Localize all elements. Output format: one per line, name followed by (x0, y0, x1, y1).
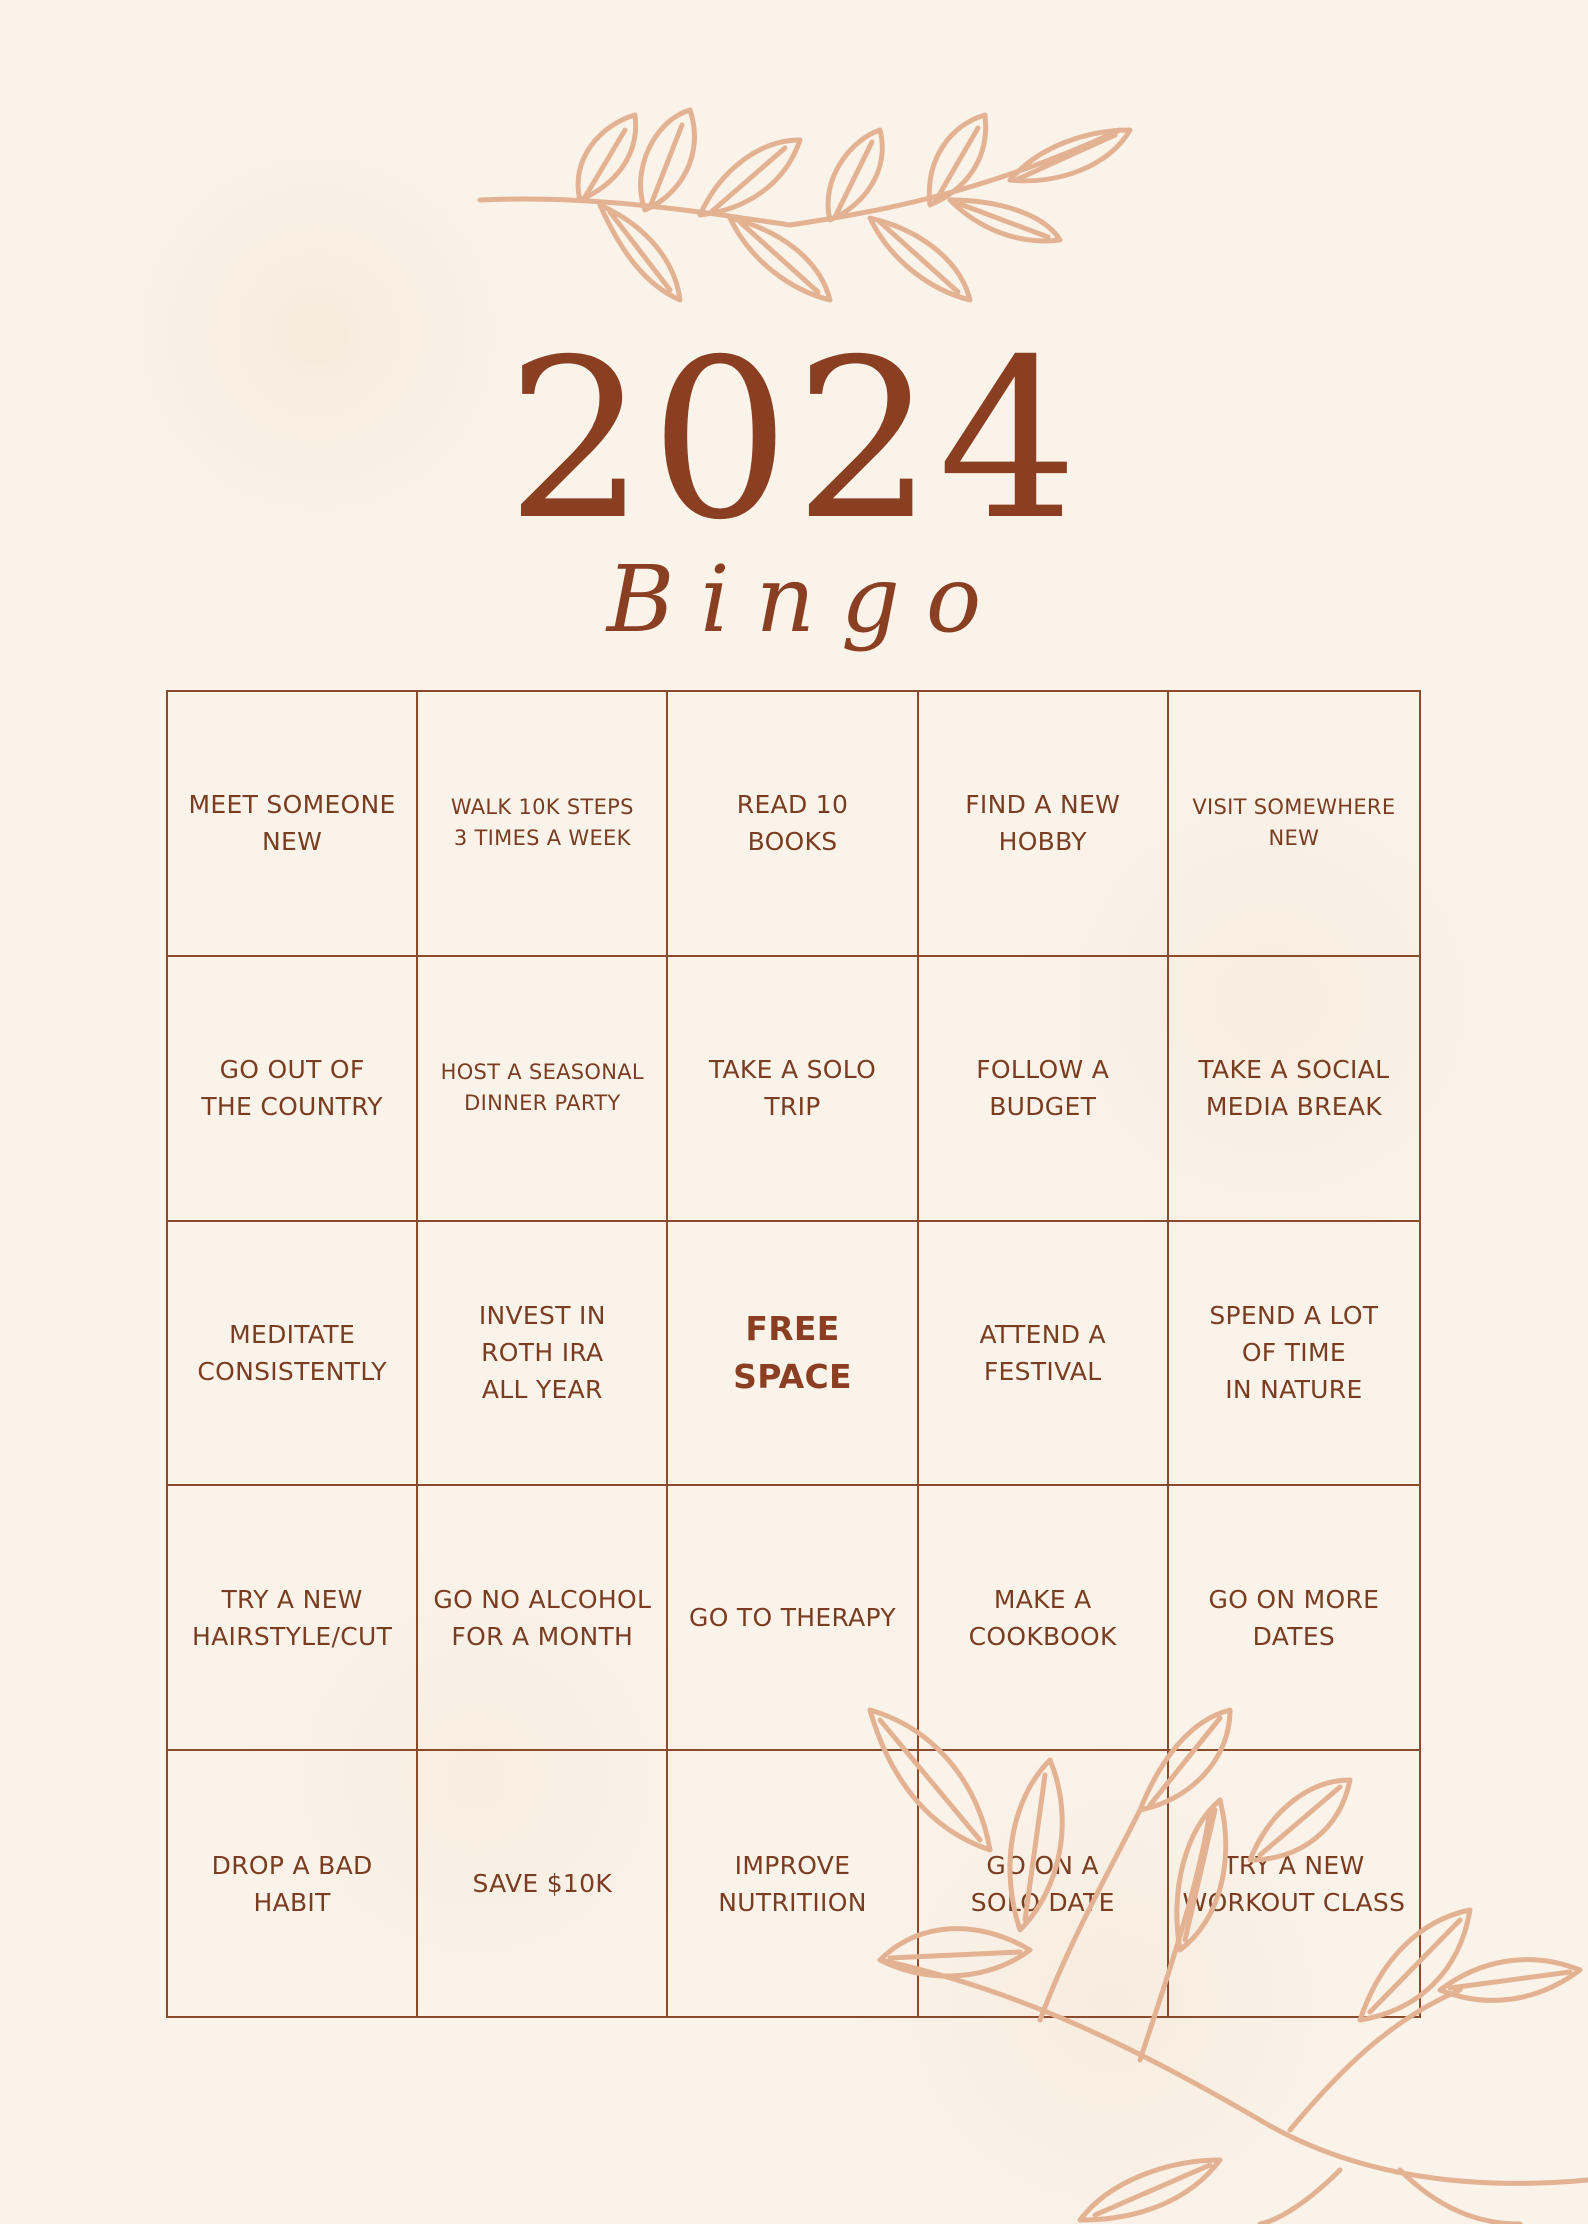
bingo-cell-text: GO ON A SOLO DATE (970, 1850, 1115, 1917)
bingo-cell (418, 1486, 668, 1751)
bingo-cell (168, 957, 418, 1222)
bingo-cell-text: SAVE $10K (472, 1869, 613, 1899)
bingo-cell (168, 1486, 418, 1751)
bingo-cell-text: INVEST IN ROTH IRA ALL YEAR (478, 1301, 606, 1405)
bingo-cell (919, 1751, 1169, 2016)
bingo-cell (668, 1751, 918, 2016)
bingo-cell (919, 692, 1169, 957)
bingo-cell (919, 1222, 1169, 1487)
year-title: 2024 (506, 312, 1082, 568)
bingo-cell-text: ATTEND A FESTIVAL (979, 1319, 1106, 1386)
leaf-sprig-icon (470, 100, 1150, 320)
bingo-cell (418, 1751, 668, 2016)
free-space-text: FREE SPACE (733, 1308, 852, 1396)
bingo-cell-text: FOLLOW A BUDGET (976, 1055, 1110, 1122)
bingo-cell (168, 1751, 418, 2016)
bingo-cell-text: TRY A NEW WORKOUT CLASS (1182, 1850, 1406, 1917)
bingo-cell (168, 692, 418, 957)
bingo-subtitle: Bingo (606, 546, 1008, 653)
bingo-cell (418, 1222, 668, 1487)
bingo-cell-text: GO TO THERAPY (689, 1603, 896, 1633)
bingo-cell-text: GO NO ALCOHOL FOR A MONTH (433, 1584, 652, 1651)
bingo-grid (166, 690, 1421, 2018)
bingo-cell-text: HOST A SEASONAL DINNER PARTY (440, 1060, 644, 1116)
bingo-cell (668, 957, 918, 1222)
bingo-cell-text: TRY A NEW HAIRSTYLE/CUT (192, 1584, 393, 1651)
bingo-cell (418, 692, 668, 957)
bingo-cell (1169, 1486, 1419, 1751)
bingo-cell-text: IMPROVE NUTRITIION (718, 1850, 867, 1917)
bingo-cell-text: VISIT SOMEWHERE NEW (1192, 795, 1396, 851)
bingo-cell-text: FIND A NEW HOBBY (965, 790, 1121, 857)
bingo-cell-text: MAKE A COOKBOOK (968, 1584, 1117, 1651)
bingo-cell (1169, 957, 1419, 1222)
bingo-cell-text: MEDITATE CONSISTENTLY (197, 1319, 387, 1386)
bingo-cell-text: MEET SOMEONE NEW (188, 790, 396, 857)
bingo-cell (668, 692, 918, 957)
bingo-cell (168, 1222, 418, 1487)
bingo-cell-text: TAKE A SOLO TRIP (708, 1055, 877, 1122)
bingo-cell-text: READ 10 BOOKS (736, 790, 849, 857)
free-space-cell (668, 1222, 918, 1487)
bingo-cell-text: WALK 10K STEPS 3 TIMES A WEEK (450, 795, 634, 851)
bingo-cell (668, 1486, 918, 1751)
bingo-cell (1169, 692, 1419, 957)
bingo-cell-text: GO OUT OF THE COUNTRY (201, 1055, 383, 1122)
bingo-cell (1169, 1222, 1419, 1487)
bingo-cell-text: GO ON MORE DATES (1208, 1584, 1380, 1651)
bingo-cell (1169, 1751, 1419, 2016)
bingo-cell-text: SPEND A LOT OF TIME IN NATURE (1209, 1301, 1379, 1405)
bingo-cell (919, 1486, 1169, 1751)
bingo-cell (418, 957, 668, 1222)
bingo-cell-text: TAKE A SOCIAL MEDIA BREAK (1198, 1055, 1390, 1122)
bingo-cell (919, 957, 1169, 1222)
bingo-cell-text: DROP A BAD HABIT (211, 1850, 373, 1917)
